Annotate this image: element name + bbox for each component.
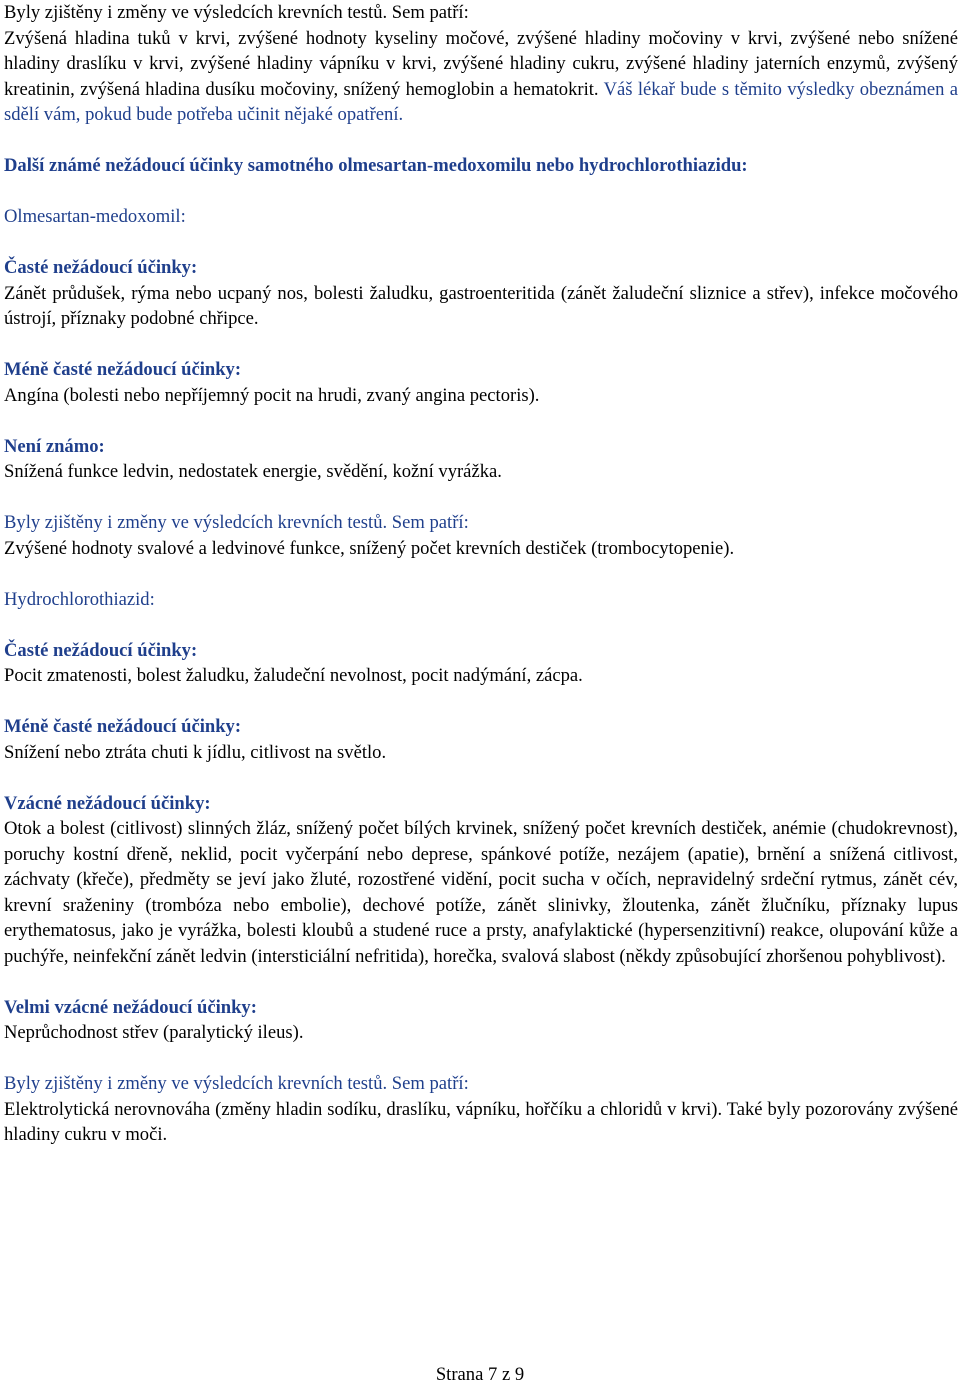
- hydro-heading: Hydrochlorothiazid:: [4, 588, 155, 610]
- document-page: [4, 0, 958, 1148]
- section-heading: Další známé nežádoucí účinky samotného olmesartan-medoxomilu nebo hydrochlorothiazidu:: [4, 155, 748, 176]
- olmesartan-blood-text: Zvýšené hodnoty svalové a ledvinové funkce, snížený počet krevních destiček (trombocytopenie).: [4, 537, 735, 559]
- olmesartan-unknown-text: Snížená funkce ledvin, nedostatek energie, svědění, kožní vyrážka.: [4, 461, 502, 482]
- olmesartan-uncommon-text: Angína (bolesti nebo nepříjemný pocit na hrudi, zvaný angina pectoris).: [4, 384, 540, 406]
- intro-blood-body: Zvýšená hladina tuků v krvi, zvýšené hodnoty kyseliny močové, zvýšené hladiny močoviny v krvi, zvýšené nebo snížené hladiny draslíku v krvi, zvýšené hladiny vápníku v krvi, zvýšené hladiny cukru, zvýšené hladiny jaterních enzymů, zvýšený kreatinin, zvýšená hladina dusíku močoviny, snížený hemoglobin a hematokrit.: [4, 27, 958, 100]
- intro-blood-lead: Byly zjištěny i změny ve výsledcích krevních testů. Sem patří:: [4, 2, 469, 23]
- hydro-rare-heading: Vzácné nežádoucí účinky:: [4, 792, 211, 814]
- olmesartan-blood-lead: Byly zjištěny i změny ve výsledcích krevních testů. Sem patří:: [4, 512, 469, 533]
- olmesartan-unknown-heading: Není známo:: [4, 435, 105, 457]
- hydro-very-rare-heading: Velmi vzácné nežádoucí účinky:: [4, 996, 257, 1018]
- olmesartan-common-text: Zánět průdušek, rýma nebo ucpaný nos, bolesti žaludku, gastroenteritida (zánět žaludeční sliznice a střev), infekce močového ústrojí, příznaky podobné chřipce.: [4, 282, 958, 329]
- olmesartan-uncommon-heading: Méně časté nežádoucí účinky:: [4, 359, 242, 380]
- olmesartan-common-heading: Časté nežádoucí účinky:: [4, 257, 198, 278]
- hydro-very-rare-text: Neprůchodnost střev (paralytický ileus).: [4, 1022, 304, 1043]
- page-number-footer: Strana 7 z 9: [435, 1364, 525, 1385]
- hydro-common-text: Pocit zmatenosti, bolest žaludku, žaludeční nevolnost, pocit nadýmání, zácpa.: [4, 665, 583, 686]
- hydro-uncommon-heading: Méně časté nežádoucí účinky:: [4, 716, 242, 737]
- hydro-uncommon-text: Snížení nebo ztráta chuti k jídlu, citlivost na světlo.: [4, 741, 387, 763]
- intro-doctor-note: Váš lékař bude s těmito výsledky obeznámen a sdělí vám, pokud bude potřeba učinit nějaké opatření.: [4, 78, 958, 125]
- hydro-rare-text: Otok a bolest (citlivost) slinných žláz, snížený počet bílých krvinek, snížený počet krevních destiček, anémie (chudokrevnost), poruchy kostní dřeně, neklid, pocit vyčerpání nebo deprese, spánkové potíže, nezájem (apatie), brnění a snížená citlivost, záchvaty (křeče), předměty se jeví jako žluté, rozostřené vidění, pocit sucha v očích, nepravidelný srdeční rytmus, zánět cév, krevní sraženiny (trombóza nebo embolie), dechové potíže, zánět slinivky, žloutenka, zánět žlučníku, příznaky lupus erythematosus, jako je vyrážka, bolesti kloubů a studené ruce a prsty, anafylaktické (hypersenzitivní) reakce, olupování kůže a puchýře, neinfekční zánět ledvin (intersticiální nefritida), horečka, svalová slabost (někdy způsobující zhoršenou pohyblivost).: [4, 818, 958, 967]
- hydro-common-heading: Časté nežádoucí účinky:: [4, 639, 198, 661]
- hydro-blood-text: Elektrolytická nerovnováha (změny hladin sodíku, draslíku, vápníku, hořčíku a chloridů v krvi). Také byly pozorovány zvýšené hladiny cukru v moči.: [4, 1098, 958, 1145]
- intro-blood-results: [4, 26, 958, 128]
- hydro-blood-lead: Byly zjištěny i změny ve výsledcích krevních testů. Sem patří:: [4, 1073, 469, 1094]
- olmesartan-heading: Olmesartan-medoxomil:: [4, 206, 186, 227]
